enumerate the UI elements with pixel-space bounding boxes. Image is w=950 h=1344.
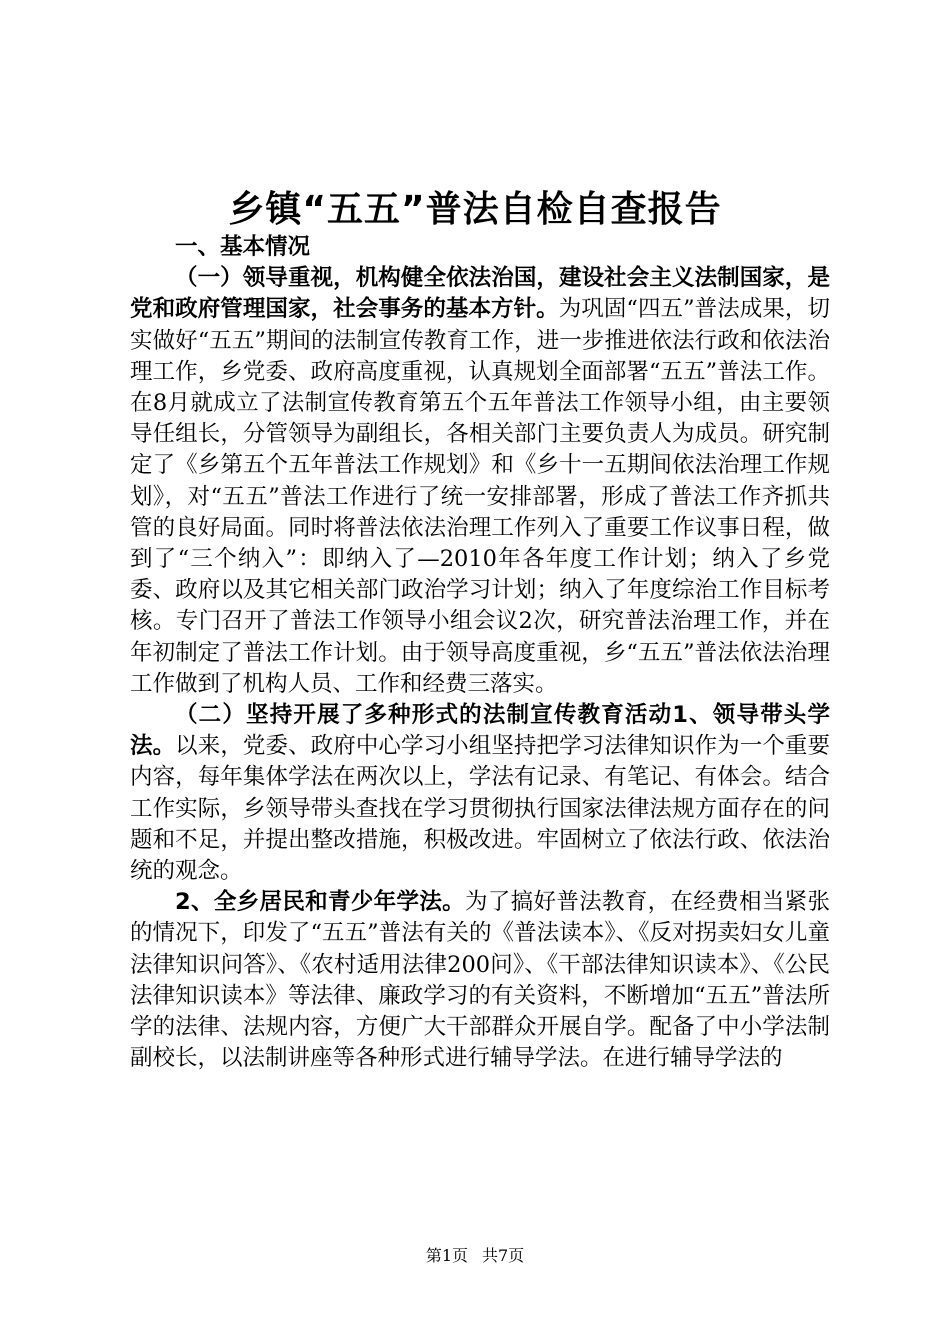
paragraph-residents-heading: 2、全乡居民和青少年学法。 — [175, 889, 465, 916]
page-number-current: 第1页 — [425, 1246, 468, 1265]
paragraph-education-heading: （二）坚持开展了多种形式的法制宣传教育活动1、领导带头学法。 — [130, 702, 830, 760]
paragraph-leadership-text: 为巩固“四五”普法成果，切实做好“五五”期间的法制宣传教育工作，进一步推进依法行政和依法治理工作，乡党委、政府高度重视，认真规划全面部署“五五”普法工作。在8月就成立了法制宣传教育第五个五年普法工作领导小组，由主要领导任组长，分管领导为副组长，各相关部门主要负责人为成员。研究制定了《乡第五个五年普法工作规划》和《乡十一五期间依法治理工作规划》，对“五五”普法工作进行了统一安排部署，形成了普法工作齐抓共管的良好局面。同时将普法依法治理工作列入了重要工作议事日程，做到了“三个纳入”：即纳入了—2010年各年度工作计划；纳入了乡党委、政府以及其它相关部门政治学习计划；纳入了年度综治工作目标考核。专门召开了普法工作领导小组会议2次，研究普法治理工作，并在年初制定了普法工作计划。由于领导高度重视，乡“五五”普法依法治理工作做到了机构人员、工作和经费三落实。 — [130, 296, 830, 697]
paragraph-education-activities — [130, 700, 830, 887]
paragraph-residents-youth — [130, 887, 830, 1074]
paragraph-education-text: 以来，党委、政府中心学习小组坚持把学习法律知识作为一个重要内容，每年集体学法在两次以上，学法有记录、有笔记、有体会。结合工作实际，乡领导带头查找在学习贯彻执行国家法律法规方面存在的问题和不足，并提出整改措施，积极改进。牢固树立了依法行政、依法治统的观念。 — [130, 733, 830, 885]
paragraph-residents-text: 为了搞好普法教育，在经费相当紧张的情况下，印发了“五五”普法有关的《普法读本》、《反对拐卖妇女儿童法律知识问答》、《农村适用法律200问》、《干部法律知识读本》、《公民法律知识读本》等法律、廉政学习的有关资料，不断增加“五五”普法所学的法律、法规内容，方便广大干部群众开展自学。配备了中小学法制副校长，以法制讲座等各种形式进行辅导学法。在进行辅导学法的 — [130, 889, 830, 1072]
paragraph-leadership — [130, 263, 830, 700]
page-number-total: 共7页 — [482, 1246, 525, 1265]
paragraph-leadership-heading: （一）领导重视，机构健全依法治国，建设社会主义法制国家，是党和政府管理国家，社会事务的基本方针。 — [130, 265, 830, 323]
document-title: 乡镇“五五”普法自检自查报告 — [228, 189, 722, 230]
page-footer — [0, 1244, 950, 1268]
document-body — [130, 232, 830, 1074]
section-heading-basic-situation: 一、基本情况 — [175, 234, 311, 260]
